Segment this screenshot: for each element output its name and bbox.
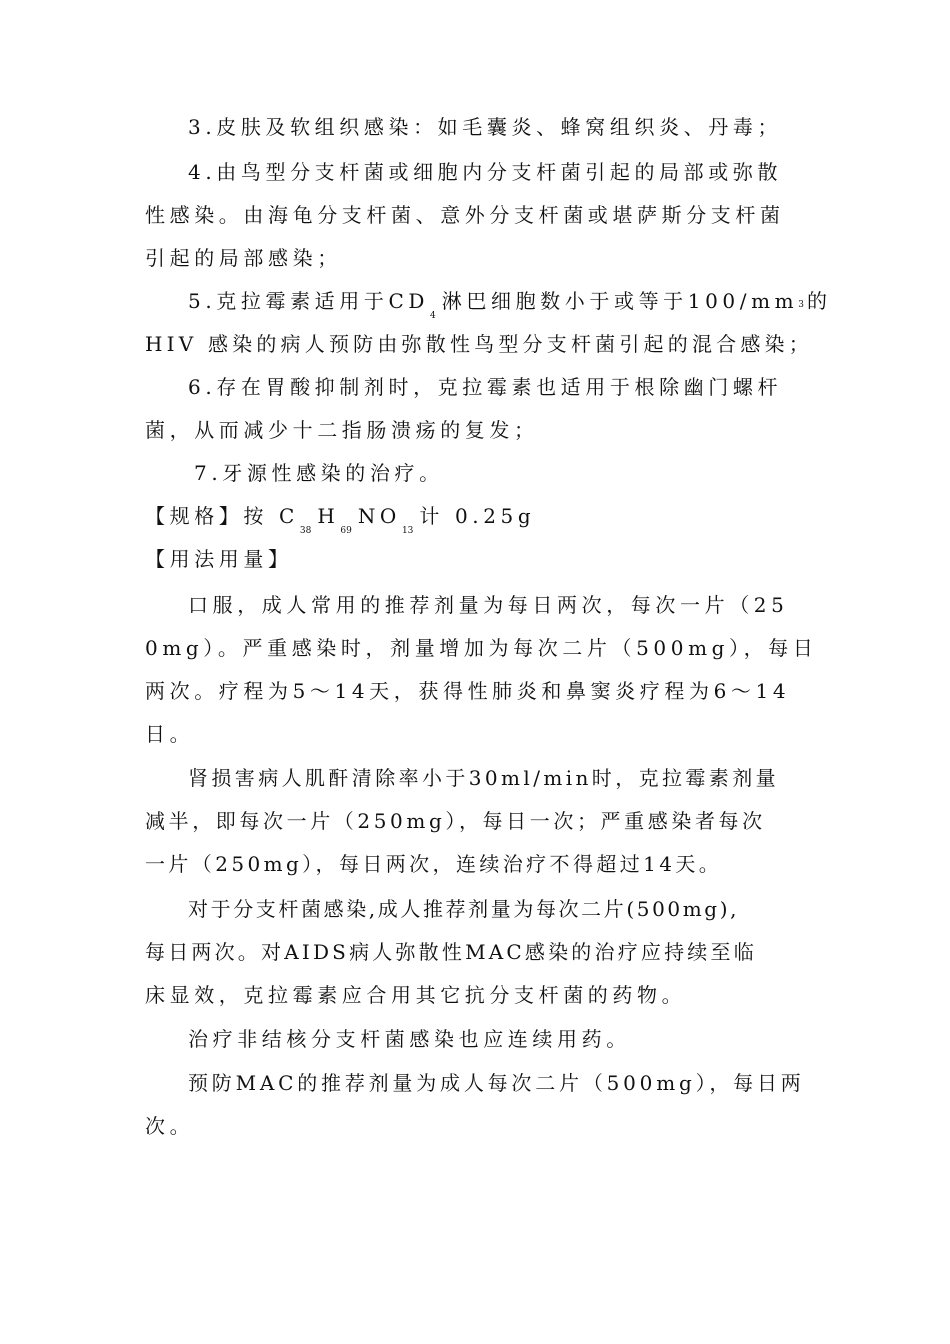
paragraph-mycobacteria-line1: 对于分支杆菌感染,成人推荐剂量为每次二片(500mg), (188, 897, 740, 921)
paragraph-mycobacteria-line2: 每日两次。对AIDS病人弥散性MAC感染的治疗应持续至临 (145, 940, 757, 964)
paragraph-indication-6-line2: 菌，从而减少十二指肠溃疡的复发； (145, 418, 539, 442)
paragraph-dosage-oral-line4: 日。 (145, 722, 195, 746)
section-heading-dosage: 【用法用量】 (145, 547, 293, 571)
specification-line (145, 503, 535, 534)
indication-5-text-b: 淋巴细胞数小于或等于100/mm (441, 289, 799, 313)
spec-subscript-13: 13 (401, 526, 414, 536)
paragraph-indication-3: 3.皮肤及软组织感染：如毛囊炎、蜂窝组织炎、丹毒； (188, 115, 783, 139)
paragraph-mac-prevention-line1: 预防MAC的推荐剂量为成人每次二片（500mg），每日两 (188, 1071, 805, 1095)
spec-text-b: H (317, 504, 340, 528)
paragraph-renal-line3: 一片（250mg），每日两次，连续治疗不得超过14天。 (145, 852, 723, 876)
paragraph-mac-prevention-line2: 次。 (145, 1114, 195, 1138)
spec-subscript-38: 38 (299, 526, 312, 536)
spec-text-d: 计 0.25g (419, 504, 536, 528)
mm3-superscript: 3 (798, 300, 804, 310)
paragraph-ntm: 治疗非结核分支杆菌感染也应连续用药。 (188, 1027, 631, 1051)
paragraph-dosage-oral-line1: 口服，成人常用的推荐剂量为每日两次，每次一片（25 (188, 593, 789, 617)
spec-subscript-69: 69 (340, 526, 352, 536)
paragraph-renal-line1: 肾损害病人肌酐清除率小于30ml/min时，克拉霉素剂量 (188, 766, 779, 790)
paragraph-dosage-oral-line3: 两次。疗程为5～14天，获得性肺炎和鼻窦炎疗程为6～14 (145, 679, 791, 703)
spec-text-c: NO (357, 504, 401, 528)
paragraph-indication-5-line2: HIV 感染的病人预防由弥散性鸟型分支杆菌引起的混合感染； (145, 332, 813, 356)
paragraph-indication-4-line3: 引起的局部感染； (145, 246, 342, 270)
paragraph-indication-7: 7.牙源性感染的治疗。 (194, 461, 444, 485)
indication-5-text-c: 的 (806, 289, 832, 313)
paragraph-renal-line2: 减半，即每次一片（250mg），每日一次；严重感染者每次 (145, 809, 766, 833)
paragraph-indication-4-line2: 性感染。由海龟分支杆菌、意外分支杆菌或堪萨斯分支杆菌 (145, 203, 785, 227)
cd4-subscript: 4 (430, 311, 436, 321)
indication-5-text-a: 5.克拉霉素适用于CD (188, 289, 430, 313)
paragraph-dosage-oral-line2: 0mg）。严重感染时，剂量增加为每次二片（500mg），每日 (145, 636, 818, 660)
paragraph-indication-4-line1: 4.由鸟型分支杆菌或细胞内分支杆菌引起的局部或弥散 (188, 160, 783, 184)
paragraph-mycobacteria-line3: 床显效，克拉霉素应合用其它抗分支杆菌的药物。 (145, 983, 687, 1007)
paragraph-indication-5-line1 (188, 288, 832, 319)
paragraph-indication-6-line1: 6.存在胃酸抑制剂时，克拉霉素也适用于根除幽门螺杆 (188, 375, 783, 399)
spec-text-a: 【规格】按 C (145, 504, 299, 528)
